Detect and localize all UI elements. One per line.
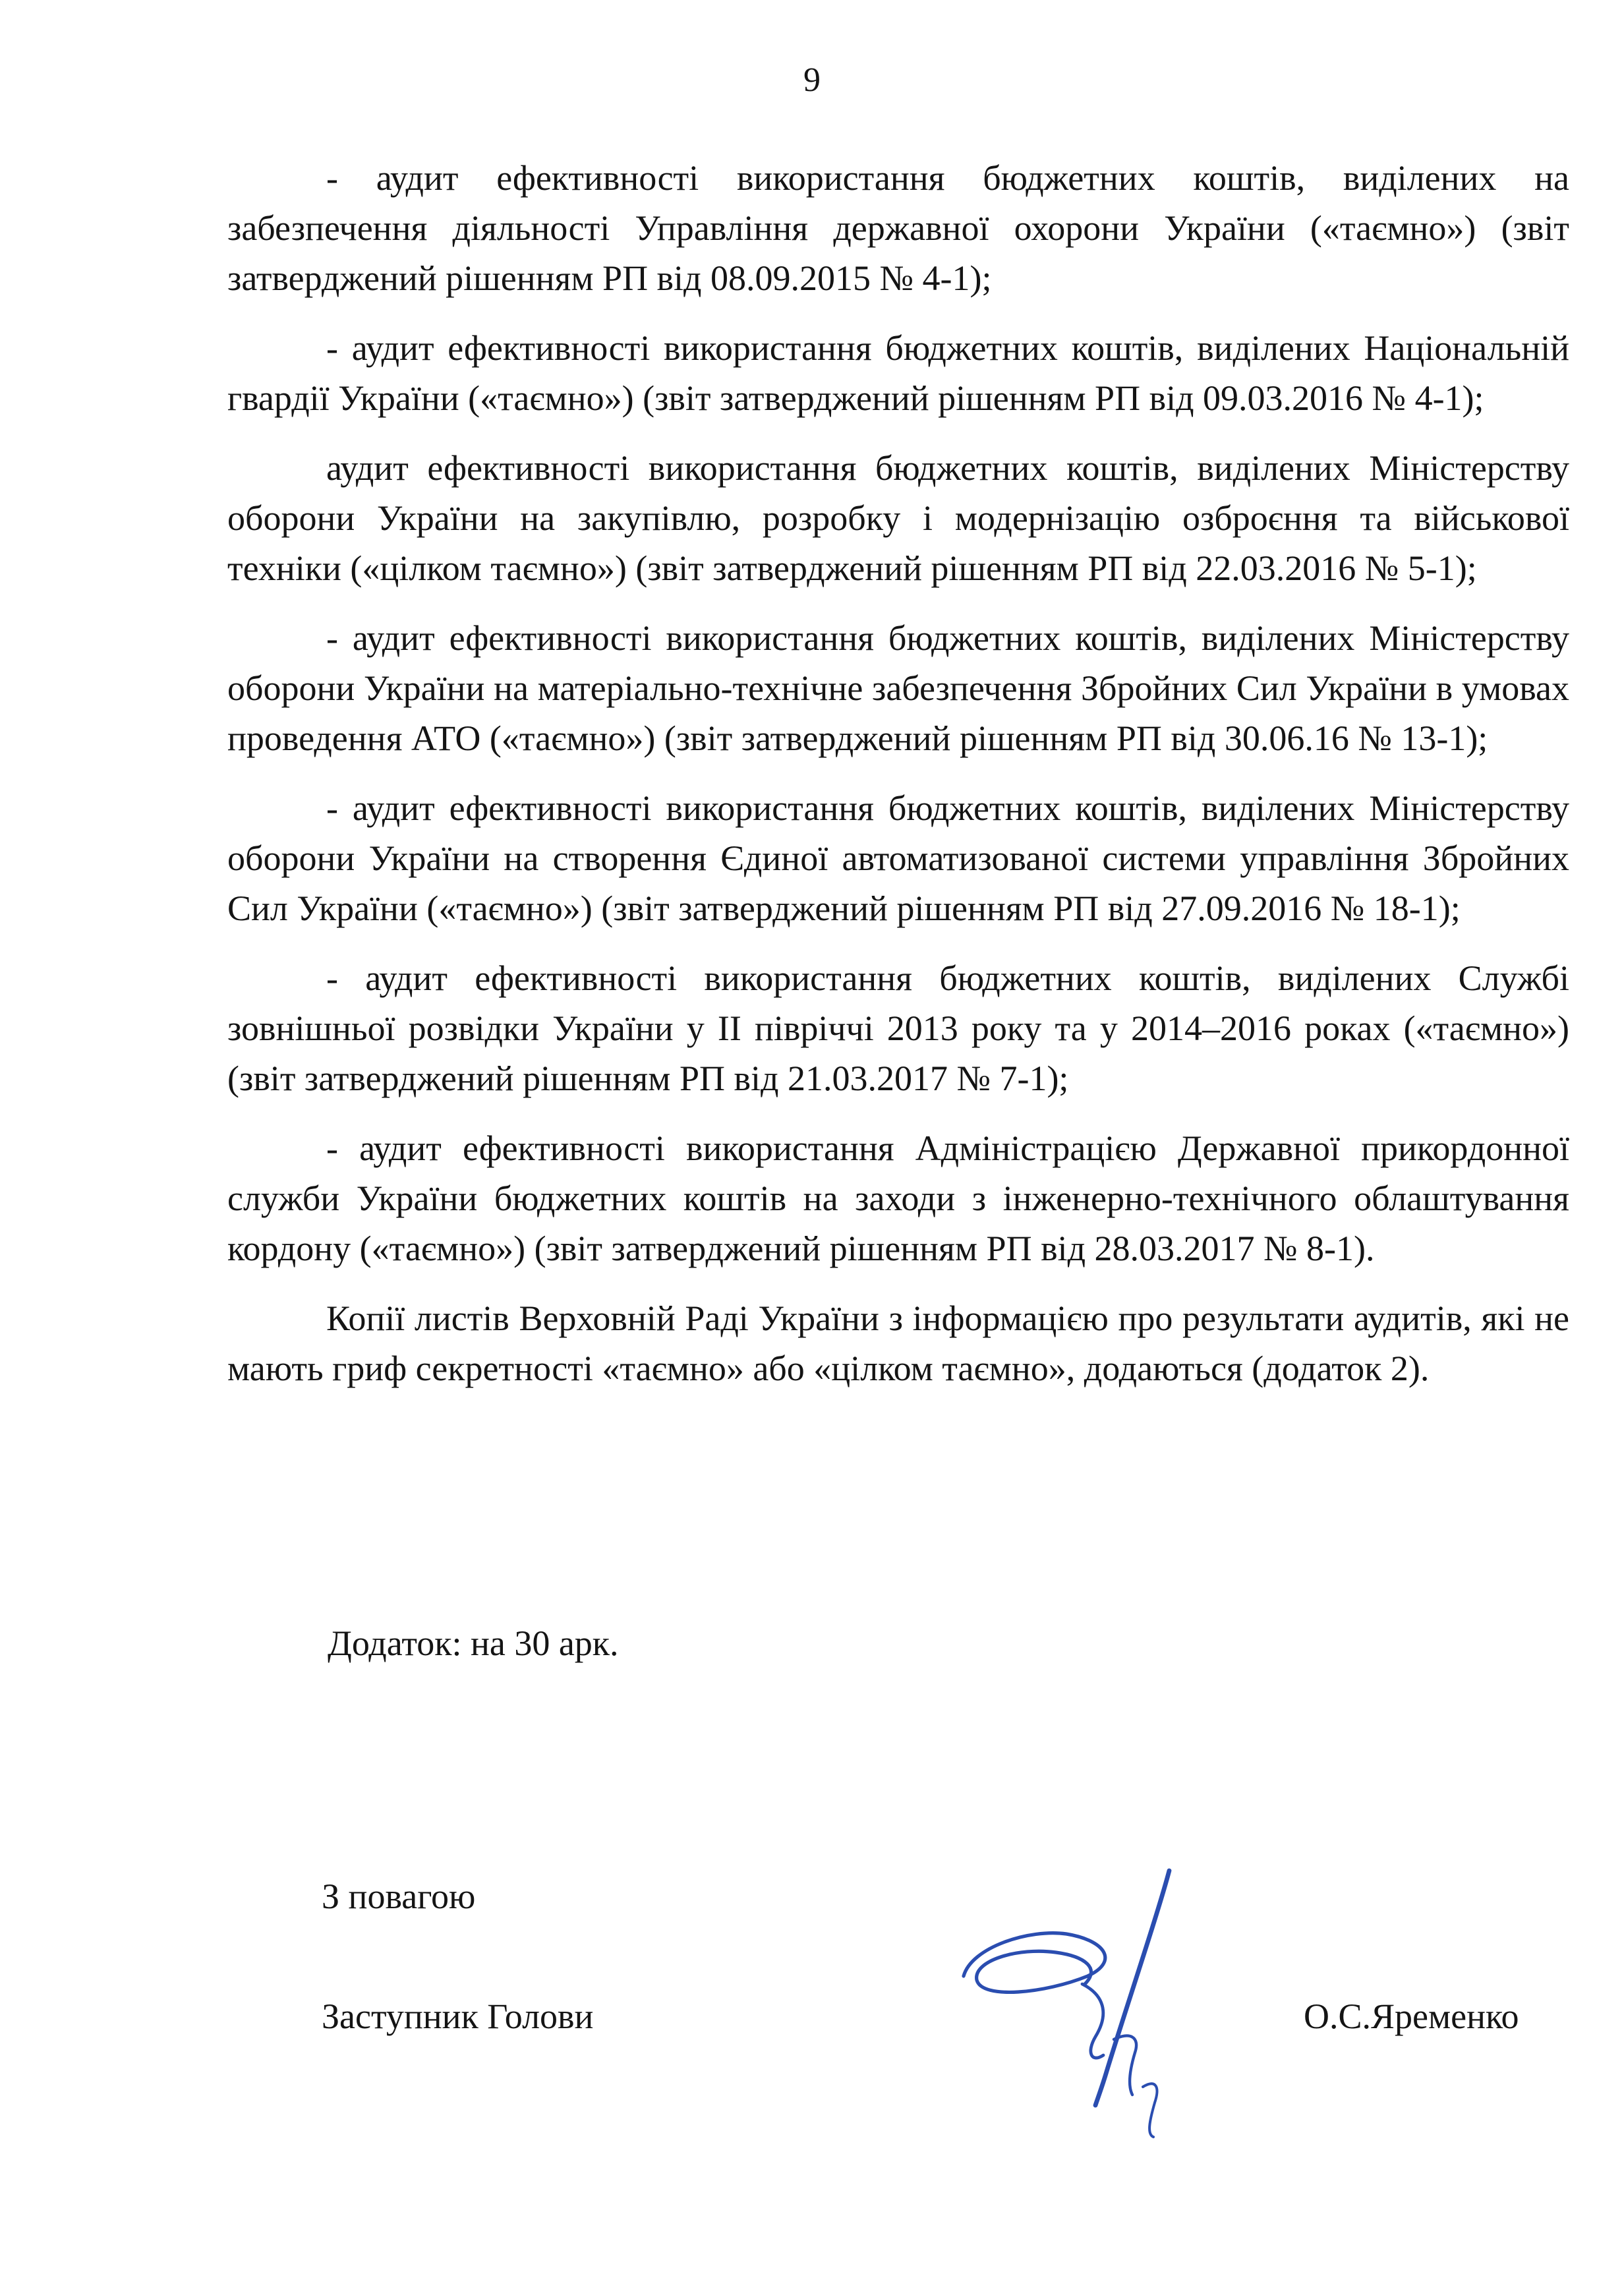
page-number: 9 [803,61,821,99]
body-paragraph: - аудит ефективності використання бюджетних коштів, виділених Міністерству оборони України на матеріально-технічне забезпечення Збройних Сил України в умовах проведення АТО («таємно») (звіт затверджений рішенням РП від 30.06.16 № 13-1); [227,618,1569,758]
body-paragraph: - аудит ефективності використання бюджетних коштів, виділених на забезпечення діяльності Управління державної охорони України («таємно») (звіт затверджений рішенням РП від 08.09.2015 № 4-1); [227,158,1569,298]
signature-image [942,1865,1200,2149]
signer-title: Заступник Голови [322,1997,594,2036]
body-paragraph: Копії листів Верховній Раді України з інформацією про результати аудитів, які не мають гриф секретності «таємно» або «цілком таємно», додаються (додаток 2). [227,1299,1569,1388]
body-paragraph: - аудит ефективності використання бюджетних коштів, виділених Міністерству оборони України на створення Єдиної автоматизованої системи управління Збройних Сил України («таємно») (звіт затверджений рішенням РП від 27.09.2016 № 18-1); [227,788,1569,928]
document-body [227,153,1569,1413]
signer-name: О.С.Яременко [1304,1997,1519,2036]
body-paragraph: - аудит ефективності використання бюджетних коштів, виділених Службі зовнішньої розвідки України у ІІ півріччі 2013 року та у 2014–2016 роках («таємно») (звіт затверджений рішенням РП від 21.03.2017 № 7-1); [227,958,1569,1098]
body-paragraph: аудит ефективності використання бюджетних коштів, виділених Міністерству оборони України на закупівлю, розробку і модернізацію озброєння та військової техніки («цілком таємно») (звіт затверджений рішенням РП від 22.03.2016 № 5-1); [227,448,1569,588]
body-paragraph: - аудит ефективності використання бюджетних коштів, виділених Національній гвардії України («таємно») (звіт затверджений рішенням РП від 09.03.2016 № 4-1); [227,328,1569,418]
attachment-note: Додаток: на 30 арк. [328,1623,619,1663]
body-paragraph: - аудит ефективності використання Адміністрацією Державної прикордонної служби України бюджетних коштів на заходи з інженерно-технічного облаштування кордону («таємно») (звіт затверджений рішенням РП від 28.03.2017 № 8-1). [227,1128,1569,1268]
signature-ink [964,1871,1169,2137]
closing-salutation: З повагою [322,1877,476,1916]
